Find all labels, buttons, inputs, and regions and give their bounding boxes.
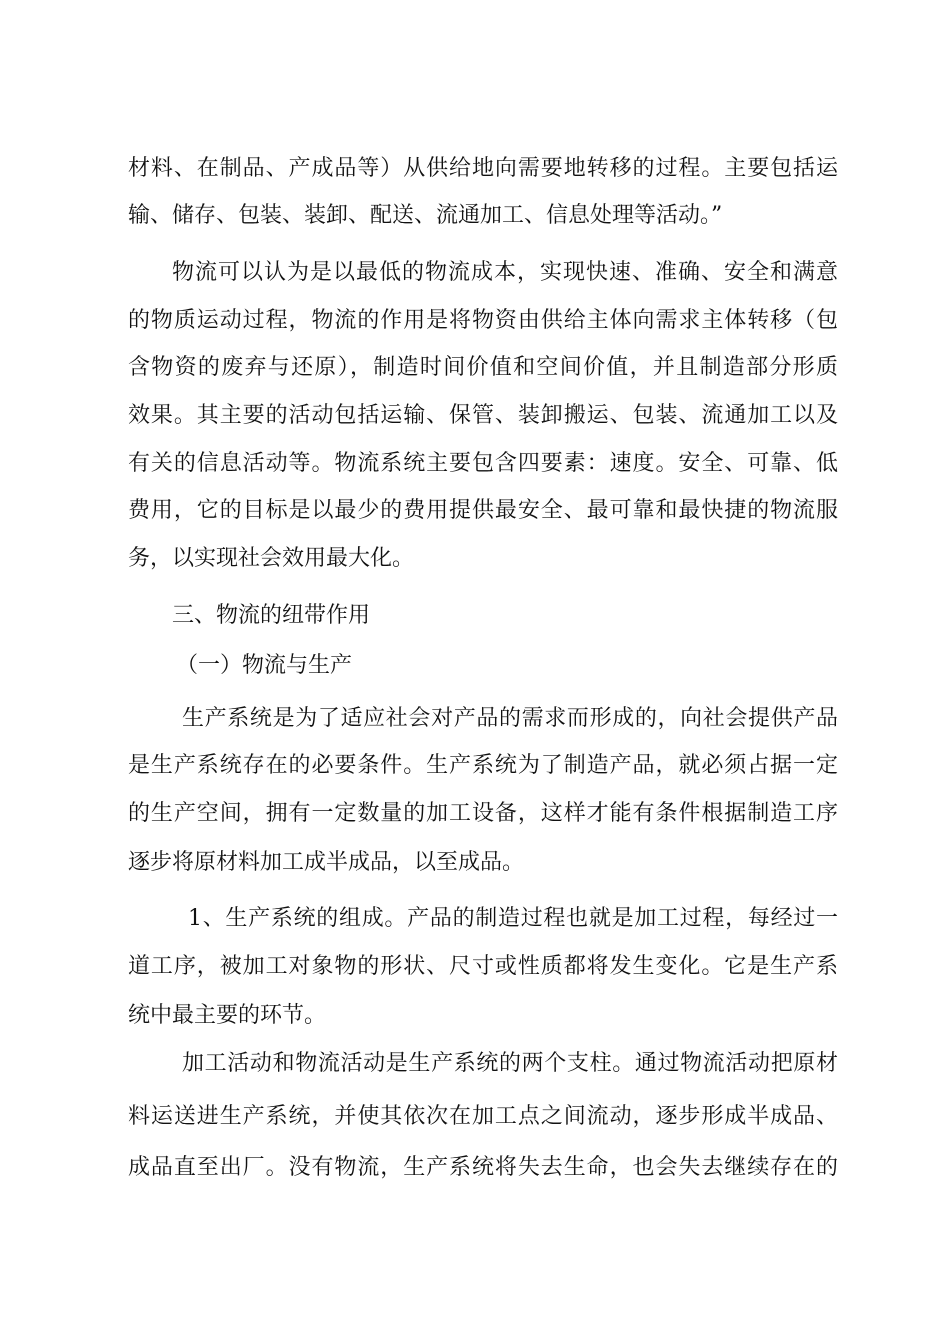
text-line: 的物质运动过程，物流的作用是将物资由供给主体向需求主体转移（包	[128, 308, 838, 333]
text-line: 成品直至出厂。没有物流，生产系统将失去生命，也会失去继续存在的	[128, 1155, 838, 1180]
text-line: 逐步将原材料加工成半成品，以至成品。	[128, 850, 525, 875]
text-line: 费用，它的目标是以最少的费用提供最安全、最可靠和最快捷的物流服	[128, 498, 838, 523]
text-line: 统中最主要的环节。	[128, 1003, 327, 1028]
text-line: 的生产空间，拥有一定数量的加工设备，这样才能有条件根据制造工序	[128, 801, 838, 826]
text-line: 务，以实现社会效用最大化。	[128, 546, 415, 571]
paragraph-first-line: 加工活动和物流活动是生产系统的两个支柱。通过物流活动把原材	[182, 1051, 838, 1076]
text-line: 材料、在制品、产成品等）从供给地向需要地转移的过程。主要包括运	[128, 156, 838, 181]
subsection-heading: （一）物流与生产	[176, 653, 353, 678]
text-line: 是生产系统存在的必要条件。生产系统为了制造产品，就必须占据一定	[128, 753, 838, 778]
text-line: 有关的信息活动等。物流系统主要包含四要素：速度。安全、可靠、低	[128, 451, 838, 476]
paragraph-first-line: 1、生产系统的组成。产品的制造过程也就是加工过程，每经过一	[188, 906, 838, 931]
text-line: 输、储存、包装、装卸、配送、流通加工、信息处理等活动。”	[128, 203, 723, 228]
paragraph-first-line: 物流可以认为是以最低的物流成本，实现快速、准确、安全和满意	[172, 260, 838, 285]
text-line: 道工序，被加工对象物的形状、尺寸或性质都将发生变化。它是生产系	[128, 954, 838, 979]
text-line: 含物资的废弃与还原），制造时间价值和空间价值，并且制造部分形质	[128, 355, 838, 380]
paragraph-first-line: 生产系统是为了适应社会对产品的需求而形成的，向社会提供产品	[182, 706, 838, 731]
section-heading: 三、物流的纽带作用	[172, 603, 371, 628]
text-line: 效果。其主要的活动包括运输、保管、装卸搬运、包装、流通加工以及	[128, 403, 838, 428]
text-line: 料运送进生产系统，并使其依次在加工点之间流动，逐步形成半成品、	[128, 1104, 838, 1129]
